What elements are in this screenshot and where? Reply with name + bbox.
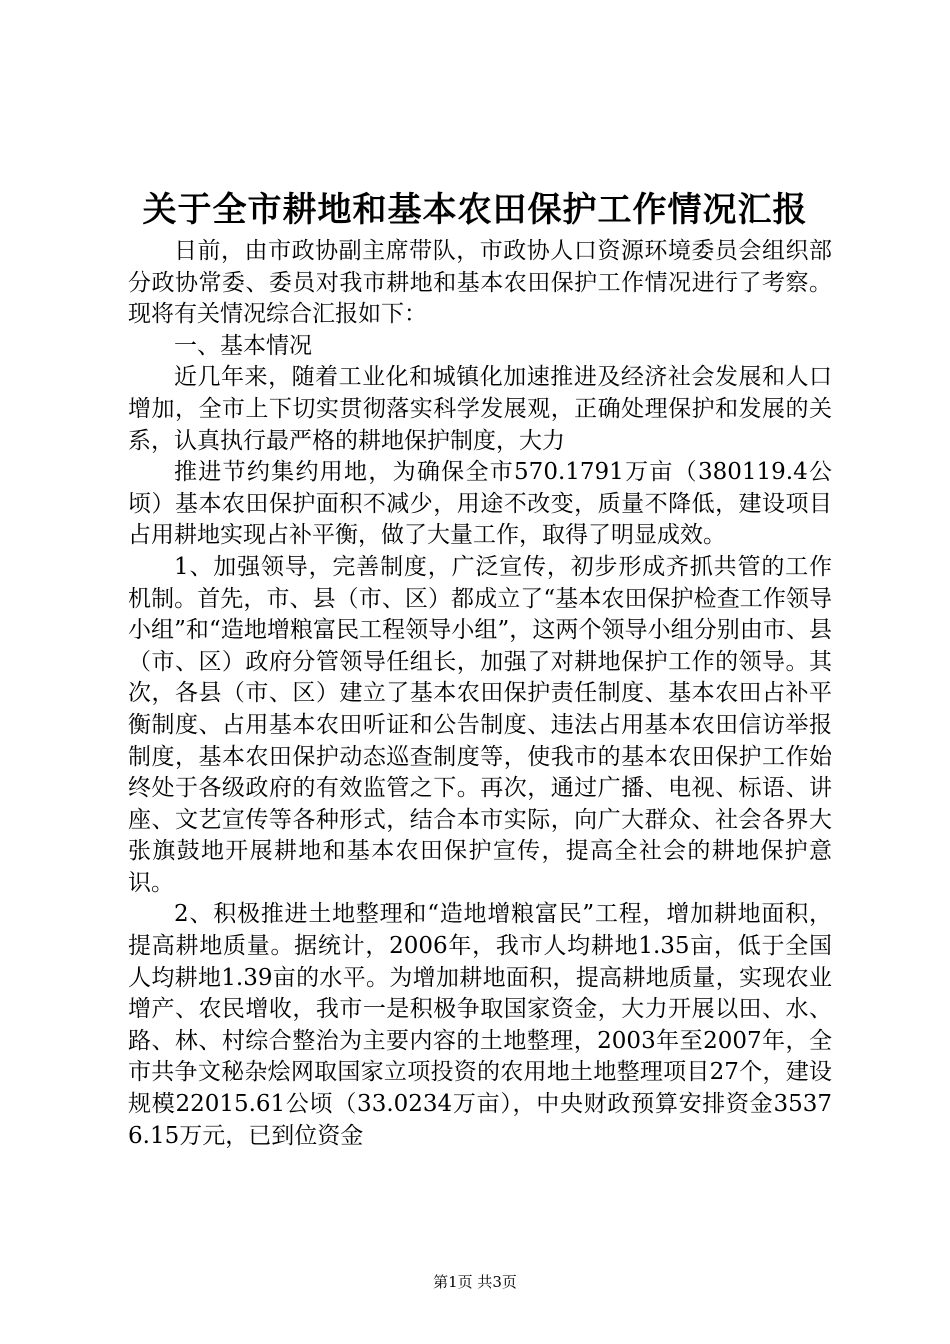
paragraph-background: 近几年来，随着工业化和城镇化加速推进及经济社会发展和人口增加，全市上下切实贯彻落实科学发展观，正确处理保护和发展的关系，认真执行最严格的耕地保护制度，大力 <box>128 364 832 454</box>
section-heading-basic-situation: 一、基本情况 <box>174 332 312 359</box>
paragraph-point-1: 1、加强领导，完善制度，广泛宣传，初步形成齐抓共管的工作机制。首先，市、县（市、区）都成立了“基本农田保护检查工作领导小组”和“造地增粮富民工程领导小组”，这两个领导小组分别由市、县（市、区）政府分管领导任组长，加强了对耕地保护工作的领导。其次，各县（市、区）建立了基本农田保护责任制度、基本农田占补平衡制度、占用基本农田听证和公告制度、违法占用基本农田信访举报制度，基本农田保护动态巡查制度等，使我市的基本农田保护工作始终处于各级政府的有效监管之下。再次，通过广播、电视、标语、讲座、文艺宣传等各种形式，结合本市实际，向广大群众、社会各界大张旗鼓地开展耕地和基本农田保护宣传，提高全社会的耕地保护意识。 <box>128 553 832 896</box>
paragraph-intro: 日前，由市政协副主席带队，市政协人口资源环境委员会组织部分政协常委、委员对我市耕地和基本农田保护工作情况进行了考察。现将有关情况综合汇报如下： <box>128 238 832 328</box>
paragraph-point-2: 2、积极推进土地整理和“造地增粮富民”工程，增加耕地面积，提高耕地质量。据统计，2006年，我市人均耕地1.35亩，低于全国人均耕地1.39亩的水平。为增加耕地面积，提高耕地质量，实现农业增产、农民增收，我市一是积极争取国家资金，大力开展以田、水、路、林、村综合整治为主要内容的土地整理，2003年至2007年，全市共争文秘杂烩网取国家立项投资的农用地土地整理项目27个，建设规模22015.61公顷（33.0234万亩），中央财政预算安排资金35376.15万元，已到位资金 <box>128 901 832 1149</box>
document-body <box>128 236 832 1152</box>
page-footer: 第1页 共3页 <box>433 1273 517 1291</box>
paragraph-background-continued: 推进节约集约用地，为确保全市570.1791万亩（380119.4公顷）基本农田保护面积不减少，用途不改变，质量不降低，建设项目占用耕地实现占补平衡，做了大量工作，取得了明显成效。 <box>128 459 832 549</box>
document-title: 关于全市耕地和基本农田保护工作情况汇报 <box>142 190 808 230</box>
